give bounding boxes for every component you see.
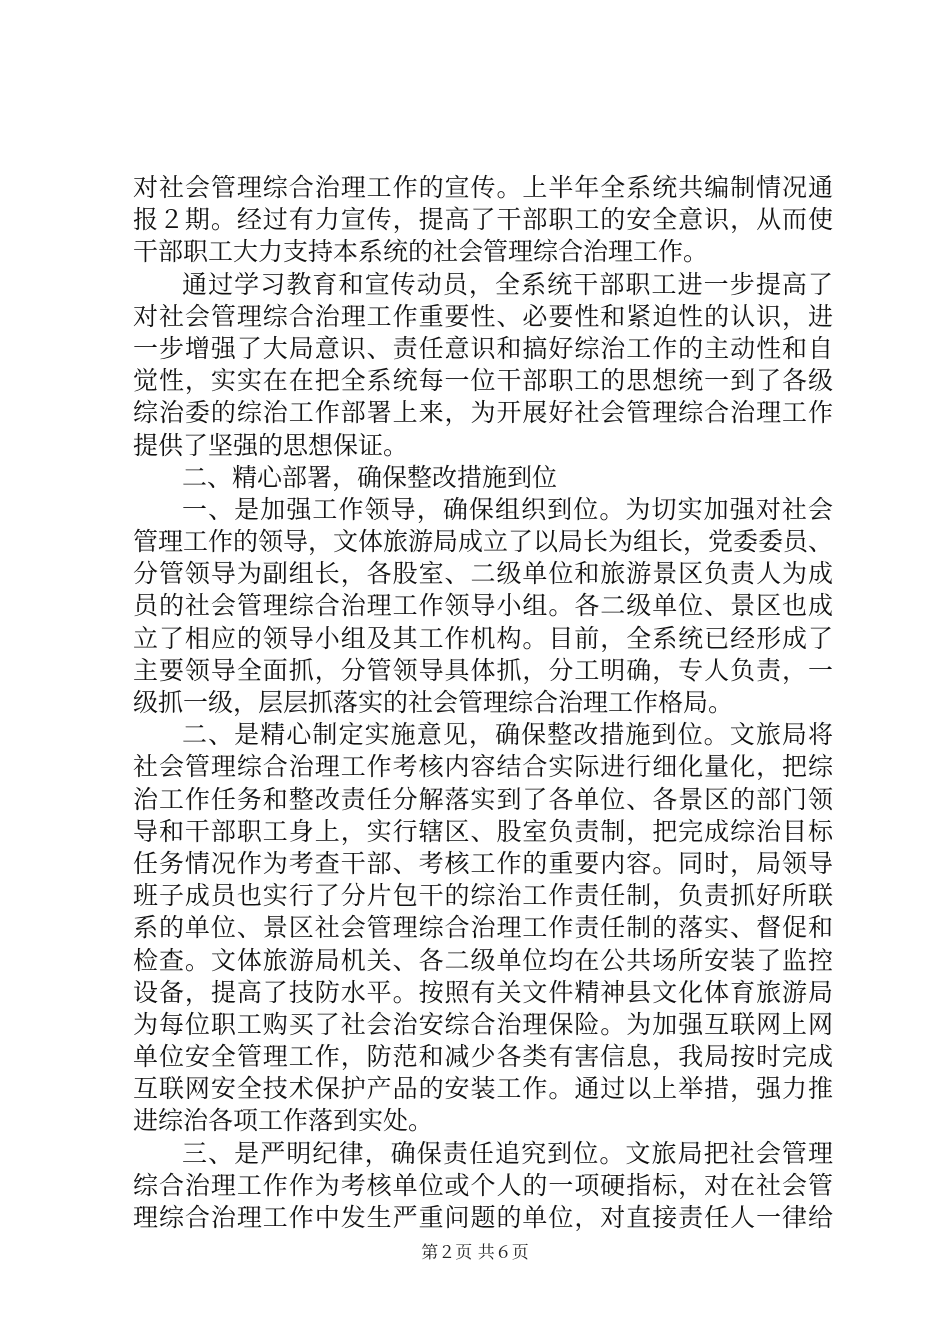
text-line: 三、是严明纪律，确保责任追究到位。文旅局把社会管理 (182, 1138, 833, 1168)
paragraph (133, 494, 833, 719)
text-line: 二、是精心制定实施意见，确保整改措施到位。文旅局将 (182, 720, 833, 750)
text-line: 导和干部职工身上，实行辖区、股室负责制，把完成综治目标 (133, 816, 833, 846)
text-line: 提供了坚强的思想保证。 (133, 430, 409, 460)
text-line: 管理工作的领导，文体旅游局成立了以局长为组长，党委委员、 (133, 527, 834, 557)
text-line: 检查。文体旅游局机关、各二级单位均在公共场所安装了监控 (133, 945, 833, 975)
text-line: 干部职工大力支持本系统的社会管理综合治理工作。 (133, 237, 709, 267)
text-line: 设备，提高了技防水平。按照有关文件精神县文化体育旅游局 (133, 977, 833, 1007)
text-line: 社会管理综合治理工作考核内容结合实际进行细化量化，把综 (133, 752, 833, 782)
text-line: 为每位职工购买了社会治安综合治理保险。为加强互联网上网 (133, 1009, 833, 1039)
paragraph (133, 719, 833, 1137)
text-line: 系的单位、景区社会管理综合治理工作责任制的落实、督促和 (133, 913, 833, 943)
text-line: 任务情况作为考查干部、考核工作的重要内容。同时，局领导 (133, 848, 833, 878)
paragraph (133, 172, 833, 269)
page-number-footer: 第２页 共６页 (421, 1243, 529, 1263)
text-line: 通过学习教育和宣传动员，全系统干部职工进一步提高了 (182, 269, 833, 299)
text-line: 级抓一级，层层抓落实的社会管理综合治理工作格局。 (133, 688, 734, 717)
text-line: 对社会管理综合治理工作重要性、必要性和紧迫性的认识，进 (133, 301, 833, 331)
text-line: 理综合治理工作中发生严重问题的单位，对直接责任人一律给 (133, 1203, 833, 1232)
text-line: 觉性，实实在在把全系统每一位干部职工的思想统一到了各级 (133, 366, 833, 396)
text-line: 一步增强了大局意识、责任意识和搞好综治工作的主动性和自 (133, 333, 833, 363)
document-body (133, 172, 833, 1234)
text-line: 班子成员也实行了分片包干的综治工作责任制，负责抓好所联 (133, 881, 833, 911)
text-line: 主要领导全面抓，分管领导具体抓，分工明确，专人负责，一 (133, 655, 833, 685)
text-line: 分管领导为副组长，各股室、二级单位和旅游景区负责人为成 (133, 559, 833, 589)
text-line: 互联网安全技术保护产品的安装工作。通过以上举措，强力推 (133, 1074, 833, 1104)
text-line: 一、是加强工作领导，确保组织到位。为切实加强对社会 (182, 494, 833, 524)
text-line: 综治委的综治工作部署上来，为开展好社会管理综合治理工作 (133, 398, 833, 428)
paragraph (133, 1138, 833, 1235)
section-heading-text: 二、精心部署，确保整改措施到位 (182, 462, 558, 492)
text-line: 立了相应的领导小组及其工作机构。目前，全系统已经形成了 (133, 623, 833, 653)
text-line: 进综治各项工作落到实处。 (133, 1106, 434, 1136)
text-line: 报２期。经过有力宣传，提高了干部职工的安全意识，从而使 (133, 205, 833, 235)
paragraph (133, 269, 833, 462)
text-line: 综合治理工作作为考核单位或个人的一项硬指标，对在社会管 (133, 1170, 833, 1200)
text-line: 治工作任务和整改责任分解落实到了各单位、各景区的部门领 (133, 784, 833, 814)
text-line: 员的社会管理综合治理工作领导小组。各二级单位、景区也成 (133, 591, 833, 621)
section-heading (133, 462, 833, 494)
text-line: 单位安全管理工作，防范和减少各类有害信息，我局按时完成 (133, 1042, 833, 1072)
text-line: 对社会管理综合治理工作的宣传。上半年全系统共编制情况通 (133, 173, 833, 202)
